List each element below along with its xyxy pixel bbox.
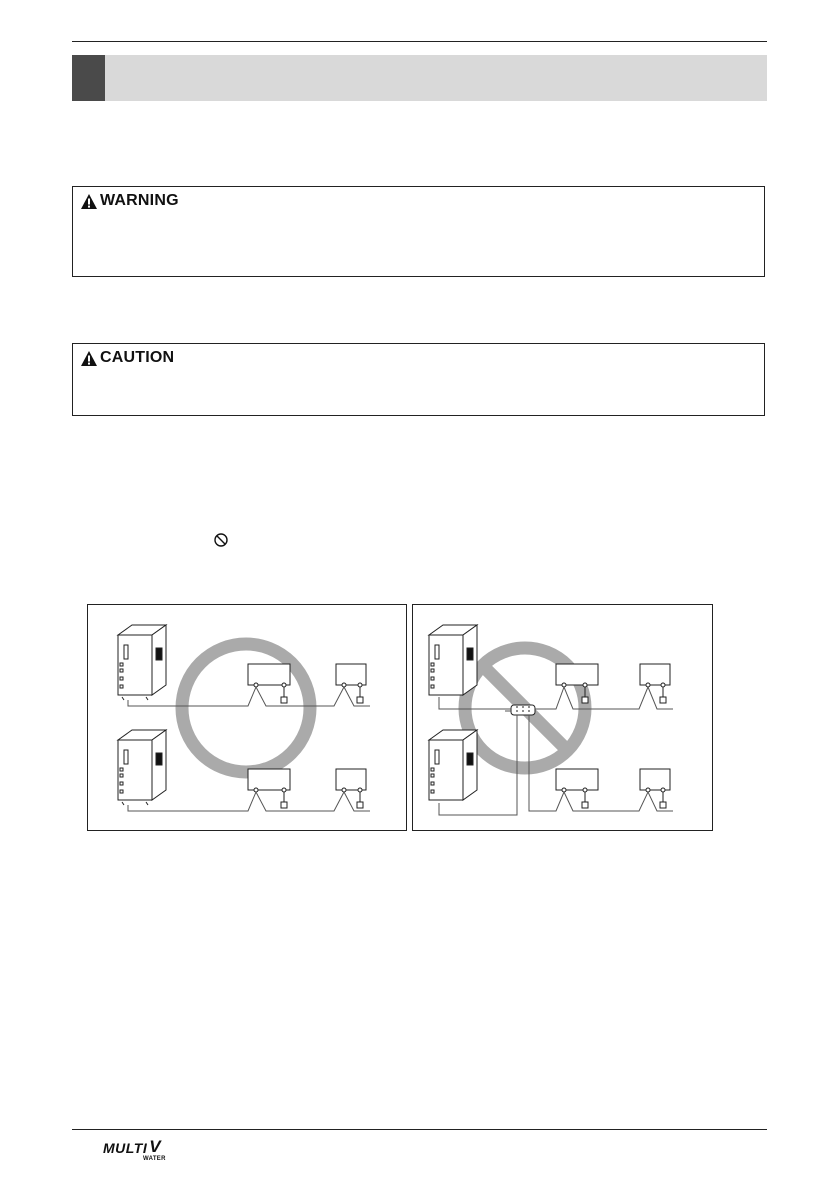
wiring-lower bbox=[128, 792, 370, 811]
logo-sub: WATER bbox=[143, 1156, 166, 1162]
warning-triangle-icon bbox=[80, 350, 98, 367]
warning-label: WARNING bbox=[100, 192, 179, 209]
allowed-circle-icon bbox=[182, 644, 310, 772]
caution-box bbox=[72, 343, 765, 416]
logo-main: MULTI bbox=[103, 1140, 148, 1156]
header-rule bbox=[72, 41, 767, 42]
multi-v-water-logo bbox=[103, 1137, 166, 1162]
figure-panel-prohibited bbox=[412, 604, 713, 831]
caution-title bbox=[80, 349, 174, 367]
warning-triangle-icon bbox=[80, 193, 98, 210]
figure-panel-correct bbox=[87, 604, 407, 831]
logo-v: V bbox=[149, 1137, 161, 1156]
outdoor-unit-lower bbox=[118, 730, 166, 805]
indoor-units-upper bbox=[556, 664, 670, 703]
prohibited-icon bbox=[213, 532, 229, 548]
warning-box bbox=[72, 186, 765, 277]
wiring-upper bbox=[128, 687, 370, 706]
wiring-diagram-correct bbox=[88, 605, 406, 830]
section-marker bbox=[72, 55, 105, 101]
outdoor-unit-lower bbox=[429, 730, 477, 800]
outdoor-unit-upper bbox=[429, 625, 477, 695]
outdoor-unit-upper bbox=[118, 625, 166, 700]
caution-label: CAUTION bbox=[100, 349, 175, 366]
wiring-diagram-prohibited bbox=[413, 605, 712, 830]
warning-title bbox=[80, 192, 179, 210]
junction-box bbox=[511, 705, 535, 715]
indoor-units-lower bbox=[248, 769, 366, 808]
section-header-bar bbox=[72, 55, 767, 101]
footer-rule bbox=[72, 1129, 767, 1130]
